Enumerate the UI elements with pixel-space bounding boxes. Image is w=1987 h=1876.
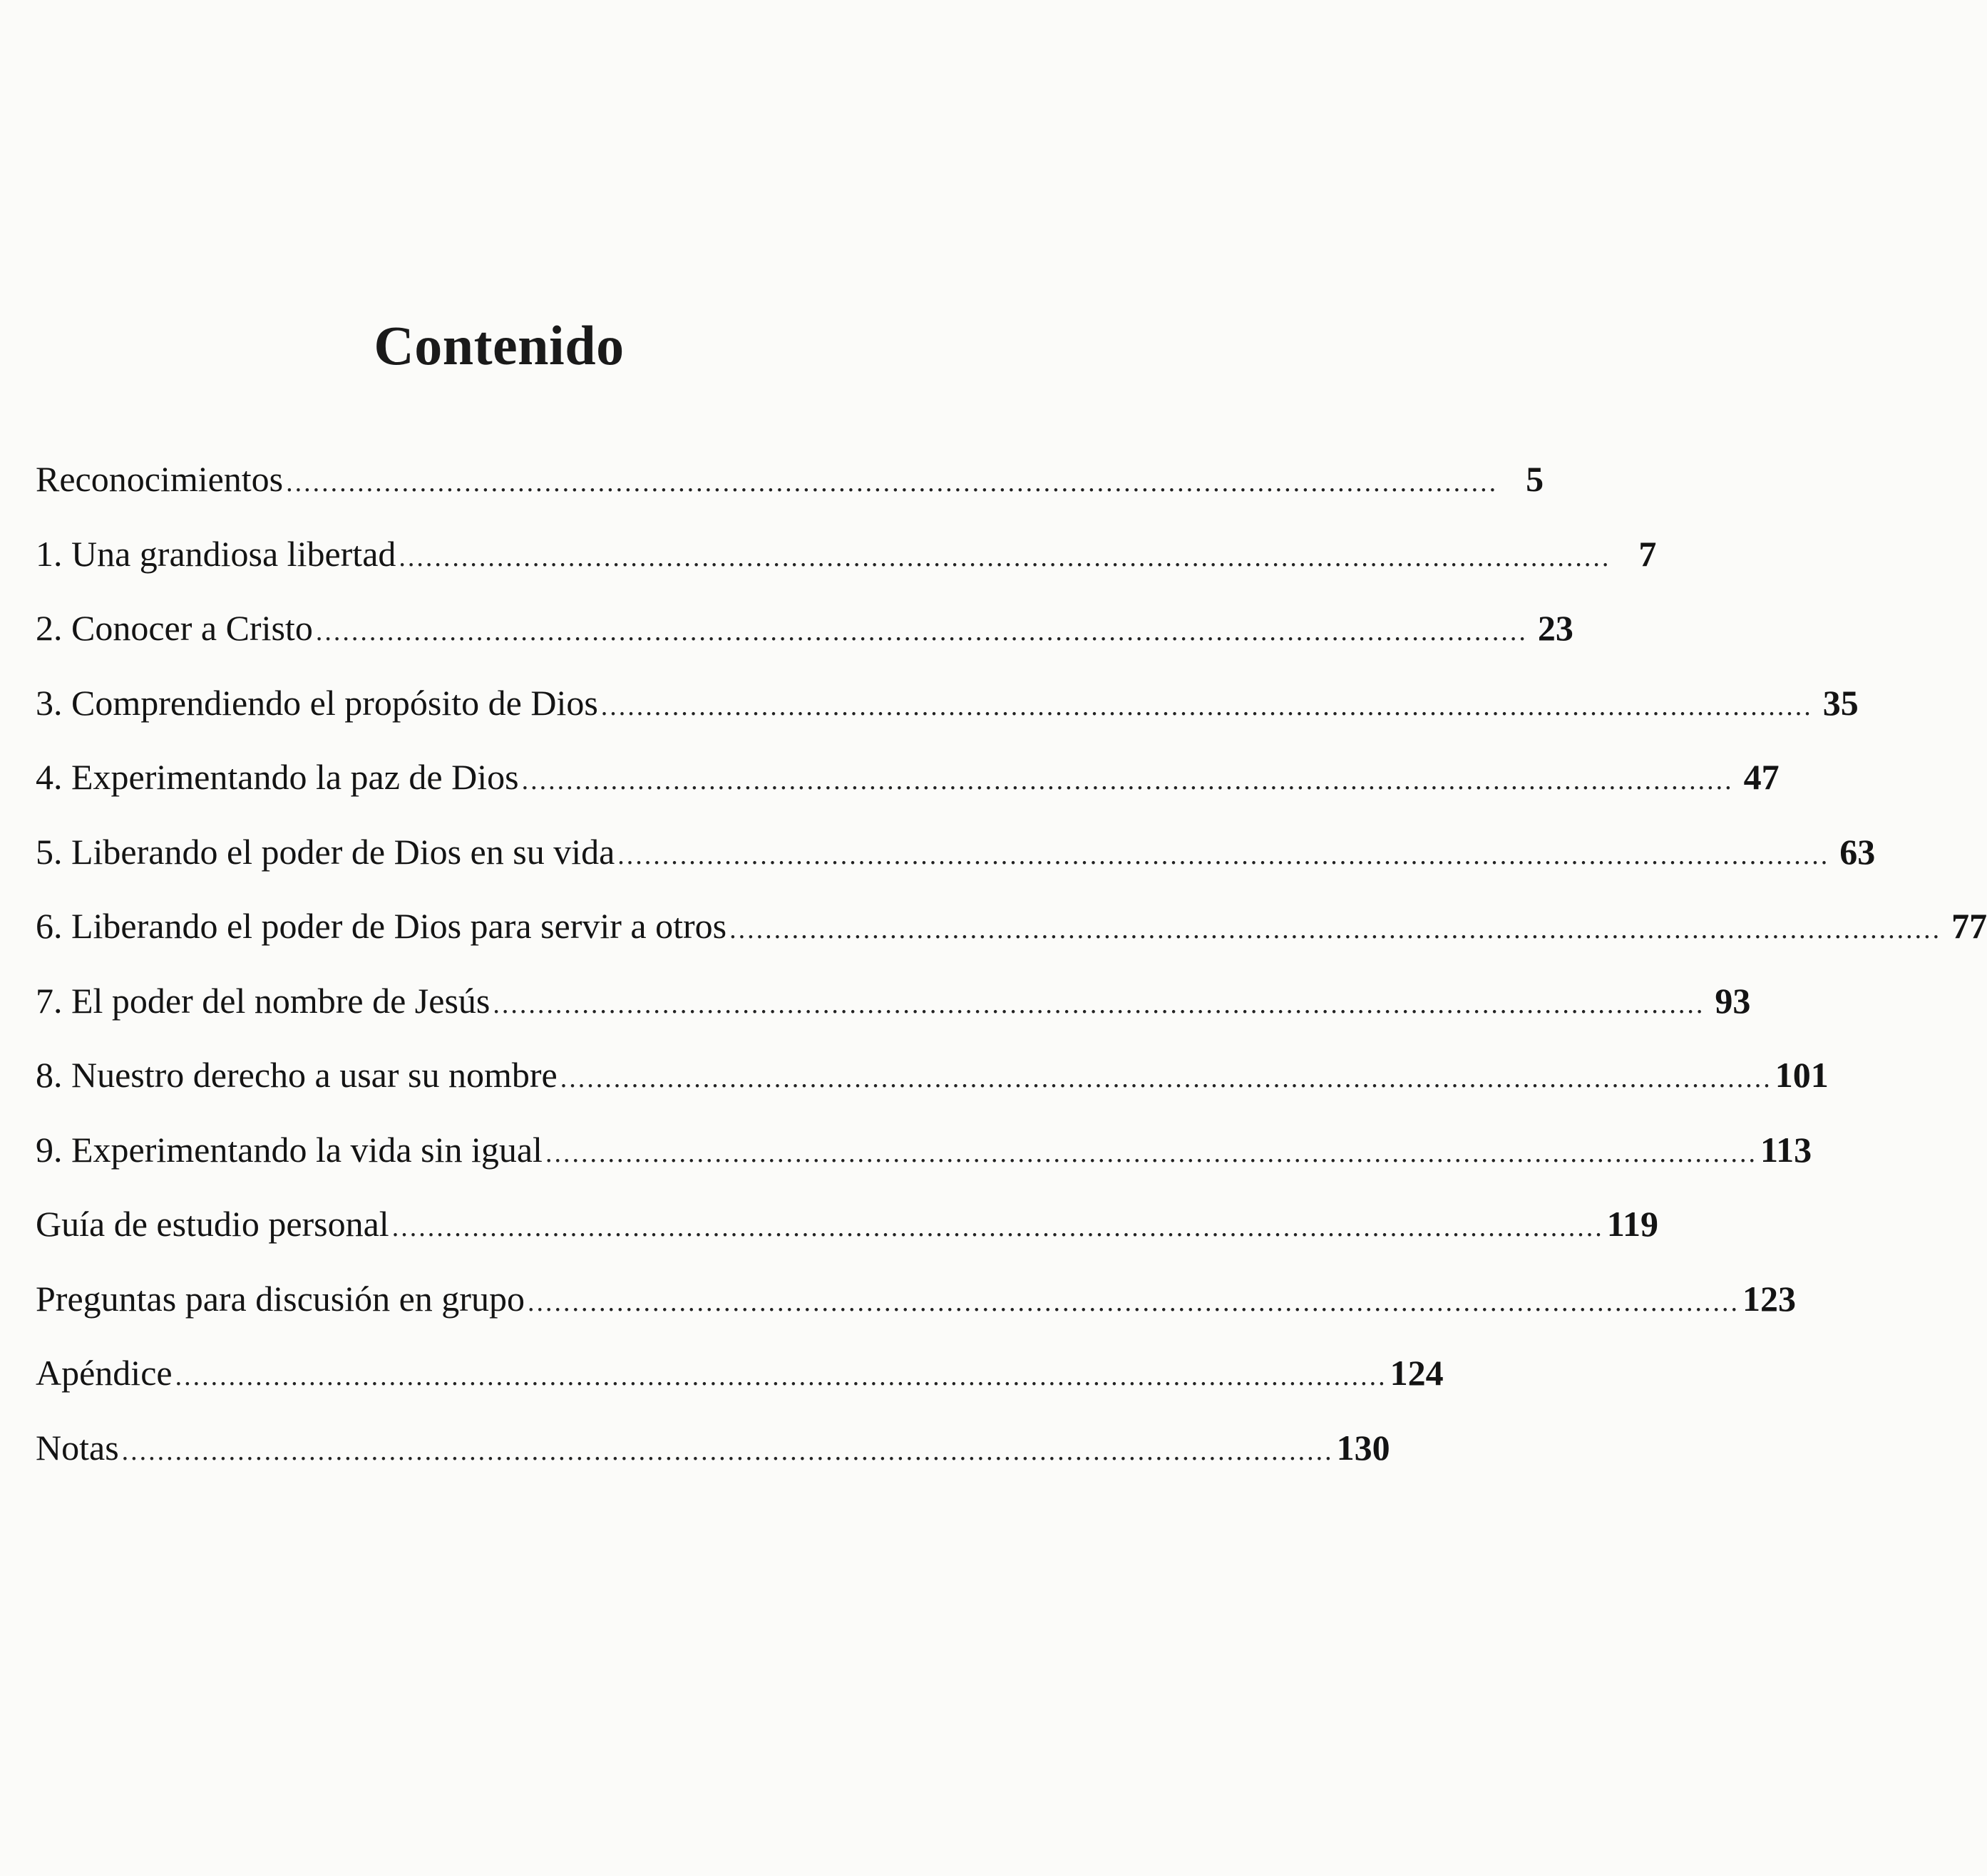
toc-entry (36, 1113, 1812, 1187)
toc-entry-page: 23 (1537, 608, 1573, 648)
dot-leader: ........................................................................................................................................ (729, 914, 1942, 944)
dot-leader: ........................................................................................................................................ (617, 840, 1830, 870)
toc-entry-page: 35 (1822, 682, 1859, 723)
toc-entry-label: Notas (36, 1427, 119, 1468)
toc-entry-label: Reconocimientos (36, 459, 284, 499)
dot-leader: ........................................................................................................................................ (521, 766, 1734, 795)
dot-leader: ........................................................................................................................................ (286, 468, 1499, 498)
toc-entry (36, 517, 1657, 592)
toc-entry-page: 130 (1336, 1427, 1390, 1468)
toc-entry-page: 101 (1775, 1055, 1829, 1095)
toc-entry (36, 1411, 1390, 1485)
toc-entry-label: 7. El poder del nombre de Jesús (36, 980, 491, 1021)
toc-entry-label: Preguntas para discusión en grupo (36, 1278, 525, 1319)
toc-entry-page: 93 (1715, 980, 1751, 1021)
toc-entry (36, 591, 1573, 666)
toc-entry-label: Apéndice (36, 1353, 173, 1393)
toc-entry (36, 964, 1751, 1038)
dot-leader: ........................................................................................................................................ (527, 1287, 1740, 1317)
toc-entry (36, 1262, 1796, 1336)
toc-entry-page: 113 (1760, 1129, 1812, 1170)
toc-entry-label: 1. Una grandiosa libertad (36, 533, 396, 574)
dot-leader: ........................................................................................................................................ (545, 1138, 1757, 1168)
toc-entry-page: 77 (1951, 906, 1987, 946)
toc-entry-page: 5 (1526, 459, 1544, 499)
dot-leader: ........................................................................................................................................ (121, 1436, 1334, 1466)
dot-leader: ........................................................................................................................................ (600, 691, 1813, 721)
toc-entry-page: 47 (1743, 757, 1780, 797)
toc-entry-page: 63 (1839, 831, 1876, 872)
toc-entry (36, 1038, 1829, 1113)
toc-entry-label: 2. Conocer a Cristo (36, 608, 313, 648)
toc-entry-label: 9. Experimentando la vida sin igual (36, 1129, 543, 1170)
toc-entry-page: 123 (1742, 1278, 1796, 1319)
dot-leader: ........................................................................................................................................ (175, 1361, 1387, 1391)
toc-entry-page: 7 (1638, 533, 1657, 574)
toc-entry (36, 740, 1780, 815)
toc-entry-label: 4. Experimentando la paz de Dios (36, 757, 519, 797)
dot-leader: ........................................................................................................................................ (560, 1063, 1772, 1093)
toc-entry (36, 442, 1544, 517)
table-of-contents (36, 442, 1987, 1485)
page-title: Contenido (374, 314, 625, 376)
toc-entry (36, 889, 1987, 964)
toc-entry-label: 8. Nuestro derecho a usar su nombre (36, 1055, 558, 1095)
dot-leader: ........................................................................................................................................ (493, 989, 1705, 1019)
dot-leader: ........................................................................................................................................ (391, 1212, 1604, 1242)
toc-entry-label: Guía de estudio personal (36, 1204, 389, 1244)
toc-entry (36, 1336, 1444, 1411)
toc-entry-label: 5. Liberando el poder de Dios en su vida (36, 831, 615, 872)
toc-entry (36, 815, 1876, 890)
toc-entry-page: 124 (1390, 1353, 1444, 1393)
toc-entry (36, 666, 1859, 741)
toc-entry-label: 6. Liberando el poder de Dios para servir a otros (36, 906, 727, 946)
toc-entry-page: 119 (1606, 1204, 1658, 1244)
dot-leader: ........................................................................................................................................ (399, 542, 1611, 572)
toc-entry-label: 3. Comprendiendo el propósito de Dios (36, 682, 598, 723)
dot-leader: ........................................................................................................................................ (315, 617, 1528, 646)
toc-entry (36, 1187, 1658, 1262)
